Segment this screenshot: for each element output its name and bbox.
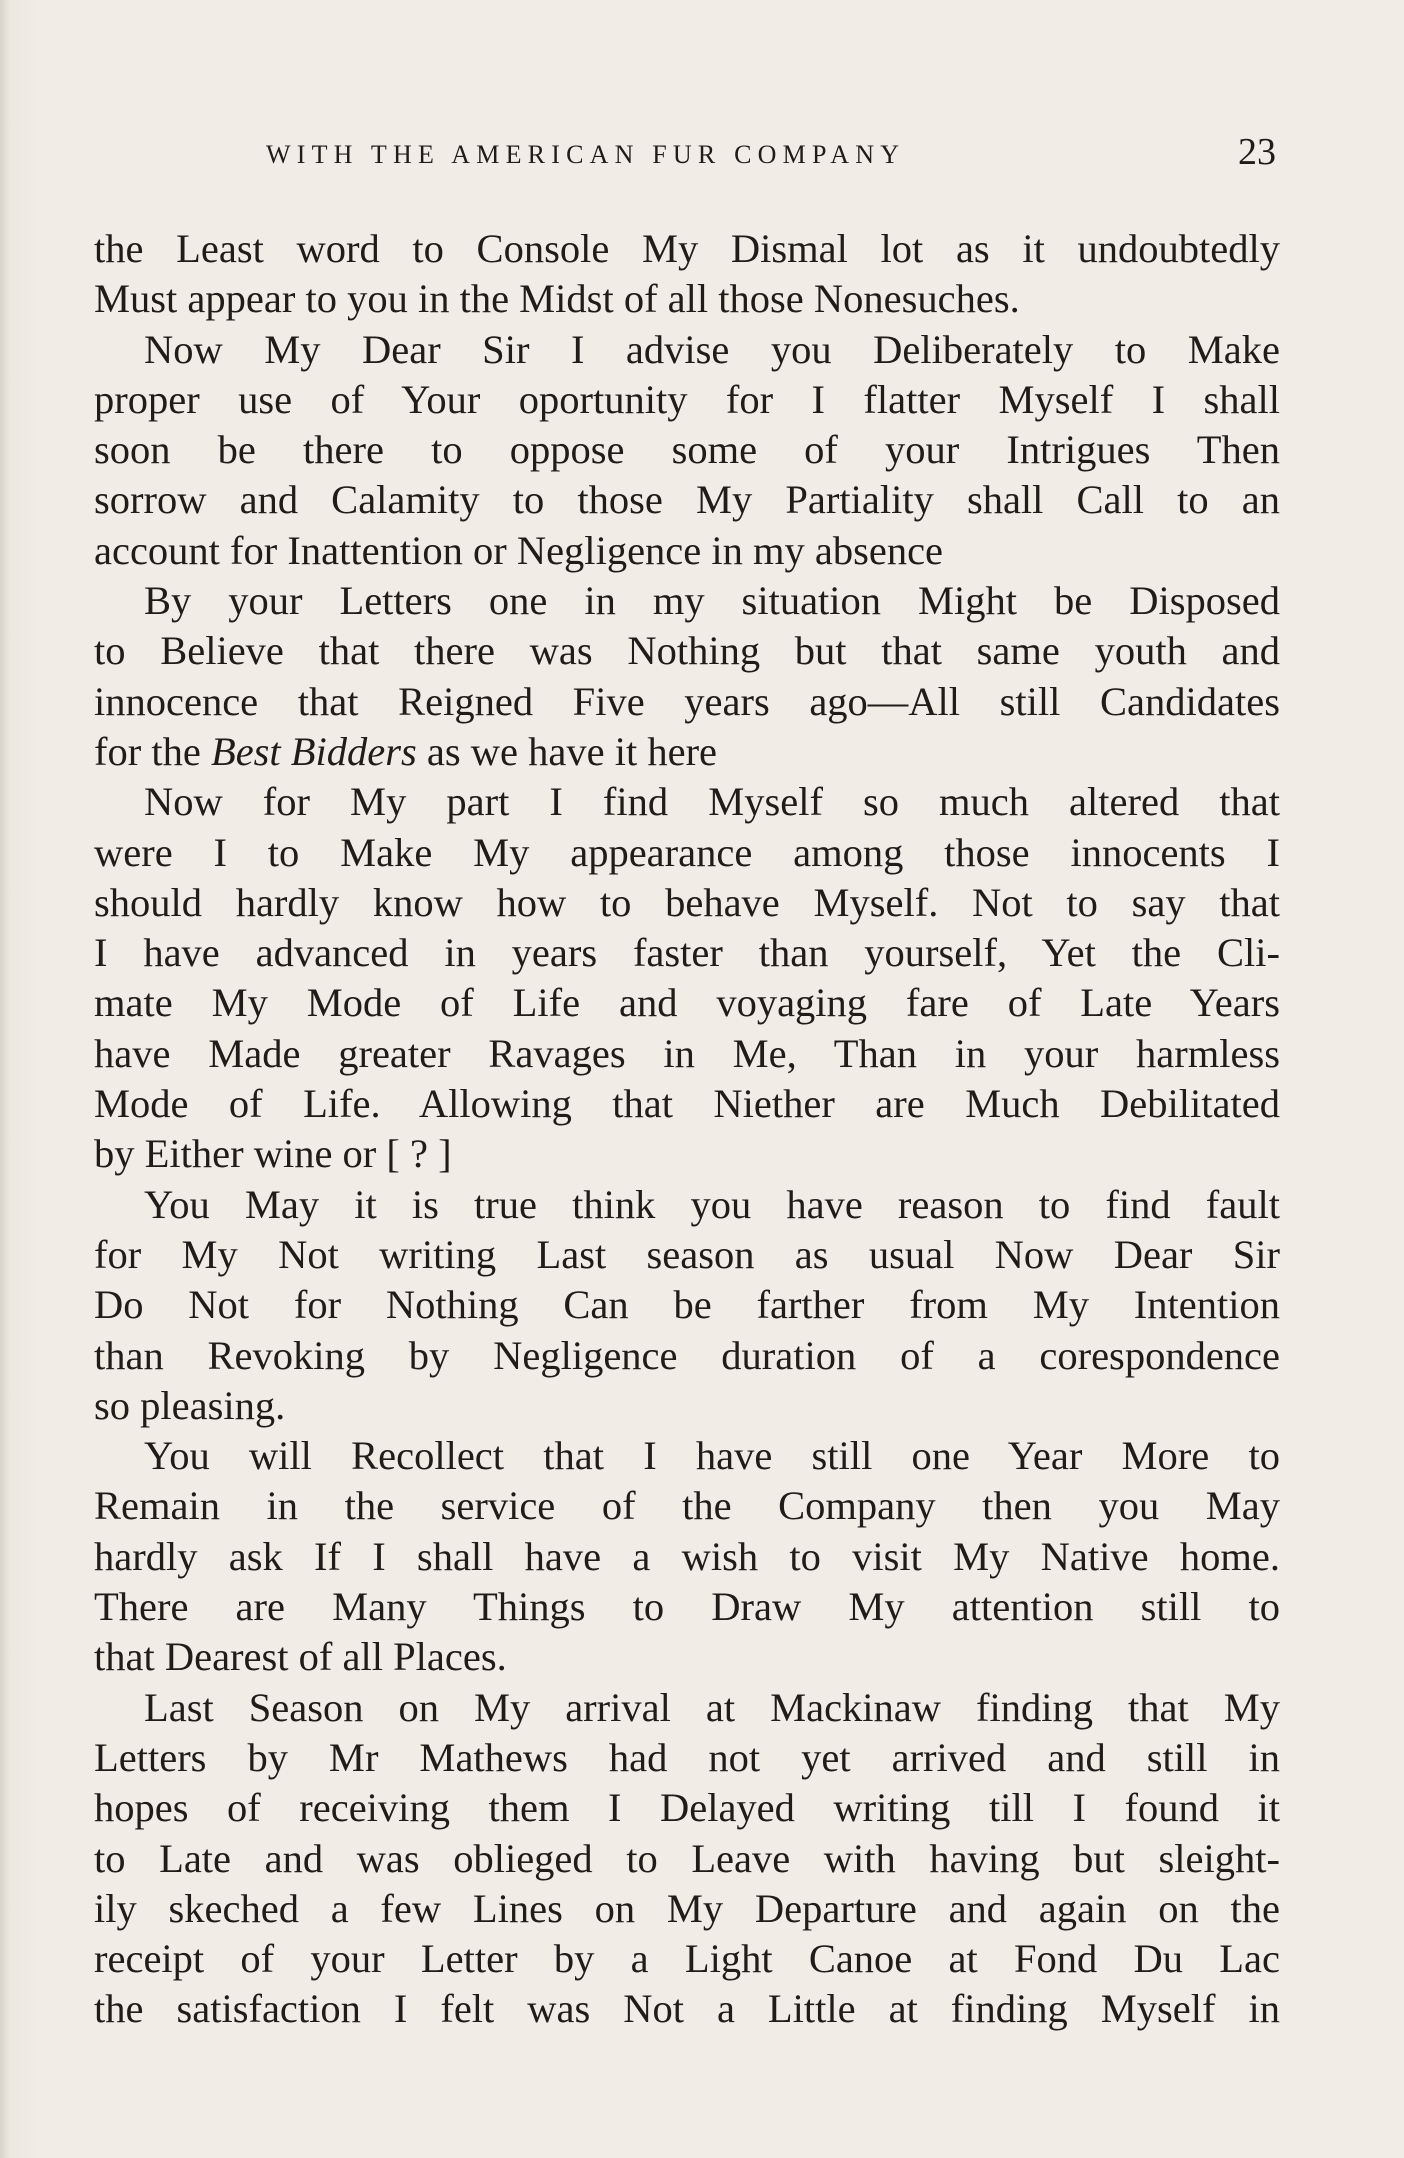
text-line: You May it is true think you have reason to find fault bbox=[144, 1181, 1280, 1227]
text-line: that Dearest of all Places. bbox=[94, 1634, 507, 1680]
text-line: so pleasing. bbox=[94, 1382, 286, 1428]
page-number: 23 bbox=[1238, 131, 1276, 173]
text-line: Last Season on My arrival at Mackinaw finding that My bbox=[144, 1684, 1280, 1730]
text-line: have Made greater Ravages in Me, Than in your harmless bbox=[94, 1030, 1280, 1076]
text-line: the satisfaction I felt was Not a Little at finding Myself in bbox=[94, 1986, 1280, 2032]
text-line: Do Not for Nothing Can be farther from My Intention bbox=[94, 1282, 1280, 1328]
text-line: hardly ask If I shall have a wish to visit My Native home. bbox=[94, 1533, 1280, 1579]
text-line: by Either wine or [ ? ] bbox=[94, 1131, 452, 1177]
text-line: for My Not writing Last season as usual Now Dear Sir bbox=[94, 1231, 1280, 1277]
text-line: mate My Mode of Life and voyaging fare of Late Years bbox=[94, 980, 1280, 1026]
text-line: to Late and was oblieged to Leave with having but sleight- bbox=[94, 1835, 1280, 1881]
text-line: Mode of Life. Allowing that Niether are Much Debilitated bbox=[94, 1081, 1280, 1127]
text-line: to Believe that there was Nothing but that same youth and bbox=[94, 628, 1280, 674]
text-line: Must appear to you in the Midst of all those Nonesuches. bbox=[94, 276, 1020, 322]
text-line: hopes of receiving them I Delayed writing till I found it bbox=[94, 1785, 1280, 1831]
text-line: Letters by Mr Mathews had not yet arrived and still in bbox=[94, 1734, 1280, 1780]
text-line: innocence that Reigned Five years ago—All still Candidates bbox=[94, 678, 1280, 724]
text-line: Remain in the service of the Company then you May bbox=[94, 1483, 1280, 1529]
text-line: the Least word to Console My Dismal lot as it undoubtedly bbox=[94, 226, 1280, 271]
page-header bbox=[266, 131, 1276, 176]
text-line: proper use of Your oportunity for I flatter Myself I shall bbox=[94, 376, 1280, 422]
text-line: You will Recollect that I have still one Year More to bbox=[144, 1433, 1280, 1479]
text-line: were I to Make My appearance among those innocents I bbox=[94, 829, 1280, 875]
text-line: for the Best Bidders as we have it here bbox=[94, 728, 718, 774]
text-line: sorrow and Calamity to those My Partiality shall Call to an bbox=[94, 477, 1280, 523]
text-line: Now for My part I find Myself so much altered that bbox=[144, 779, 1280, 825]
running-head: WITH THE AMERICAN FUR COMPANY bbox=[266, 140, 906, 169]
text-line: I have advanced in years faster than yourself, Yet the Cli- bbox=[94, 930, 1280, 976]
text-line: receipt of your Letter by a Light Canoe at Fond Du Lac bbox=[94, 1936, 1280, 1982]
text-line: ily skeched a few Lines on My Departure and again on the bbox=[94, 1885, 1280, 1931]
text-line: By your Letters one in my situation Might be Disposed bbox=[144, 578, 1280, 624]
body-text bbox=[94, 224, 1280, 2035]
text-line: should hardly know how to behave Myself. Not to say that bbox=[94, 879, 1280, 925]
text-line: account for Inattention or Negligence in my absence bbox=[94, 527, 944, 573]
text-line: soon be there to oppose some of your Intrigues Then bbox=[94, 427, 1280, 473]
text-line: Now My Dear Sir I advise you Deliberately to Make bbox=[144, 326, 1280, 372]
text-line: There are Many Things to Draw My attention still to bbox=[94, 1584, 1280, 1630]
text-line: than Revoking by Negligence duration of a corespondence bbox=[94, 1332, 1280, 1378]
